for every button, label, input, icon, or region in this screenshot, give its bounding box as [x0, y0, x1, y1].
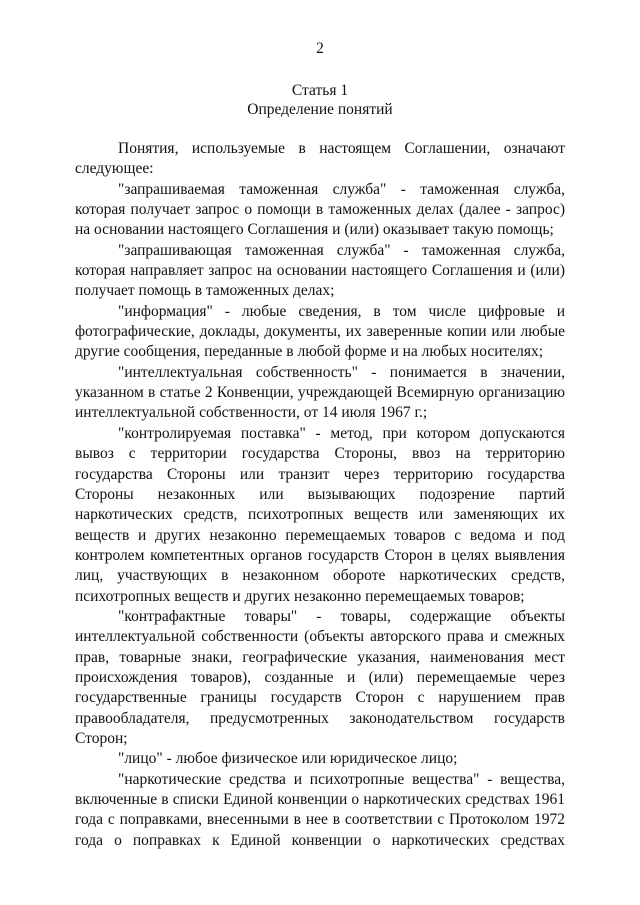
article-title: Статья 1 [291, 82, 349, 99]
paragraph-intro: Понятия, используемые в настоящем Соглашении, означают следующее: [75, 140, 565, 178]
definition-counterfeit-goods: "контрафактные товары" - товары, содержащие объекты интеллектуальной собственности (объекты авторского права и смежных прав, товарные знаки, географические указания, наименования мест происхождения товаров), созданные и (или) перемещаемые через государственные границы государств Сторон с нарушением прав правообладателя, предусмотренных законодательством государств Сторон; [75, 607, 565, 747]
article-subtitle: Определение понятий [247, 101, 393, 118]
definition-requested-customs: "запрашиваемая таможенная служба" - таможенная служба, которая получает запрос о помощи в таможенных делах (далее - запрос) на основании настоящего Соглашения и (или) оказывает такую помощь; [75, 180, 565, 239]
article-body [75, 139, 565, 851]
definition-requesting-customs: "запрашивающая таможенная служба" - таможенная служба, которая направляет запрос на основании настоящего Соглашения и (или) получает помощь в таможенных делах; [75, 241, 565, 300]
page-number: 2 [316, 40, 324, 57]
definition-narcotics: "наркотические средства и психотропные вещества" - вещества, включенные в списки Единой конвенции о наркотических средствах 1961 года с поправками, внесенными в нее в соответствии с Протоколом 1972 года о поправках к Единой конвенции о наркотических средствах [75, 770, 565, 849]
definition-controlled-delivery: "контролируемая поставка" - метод, при котором допускаются вывоз с территории государства Стороны, ввоз на территорию государства Стороны или транзит через территорию государства Стороны незаконных или вызывающих подозрение партий наркотических средств, психотропных веществ или заменяющих их веществ и других незаконно перемещаемых товаров с ведома и под контролем компетентных органов государств Сторон в целях выявления лиц, участвующих в незаконном обороте наркотических средств, психотропных веществ и других незаконно перемещаемых товаров; [75, 424, 565, 605]
definition-intellectual-property: "интеллектуальная собственность" - понимается в значении, указанном в статье 2 Конвенции, учреждающей Всемирную организацию интеллектуальной собственности, от 14 июля 1967 г.; [75, 363, 565, 422]
definition-person: "лицо" - любое физическое или юридическое лицо; [118, 750, 458, 768]
definition-information: "информация" - любые сведения, в том числе цифровые и фотографические, доклады, документы, их заверенные копии или любые другие сообщения, переданные в любой форме и на любых носителях; [75, 302, 565, 361]
